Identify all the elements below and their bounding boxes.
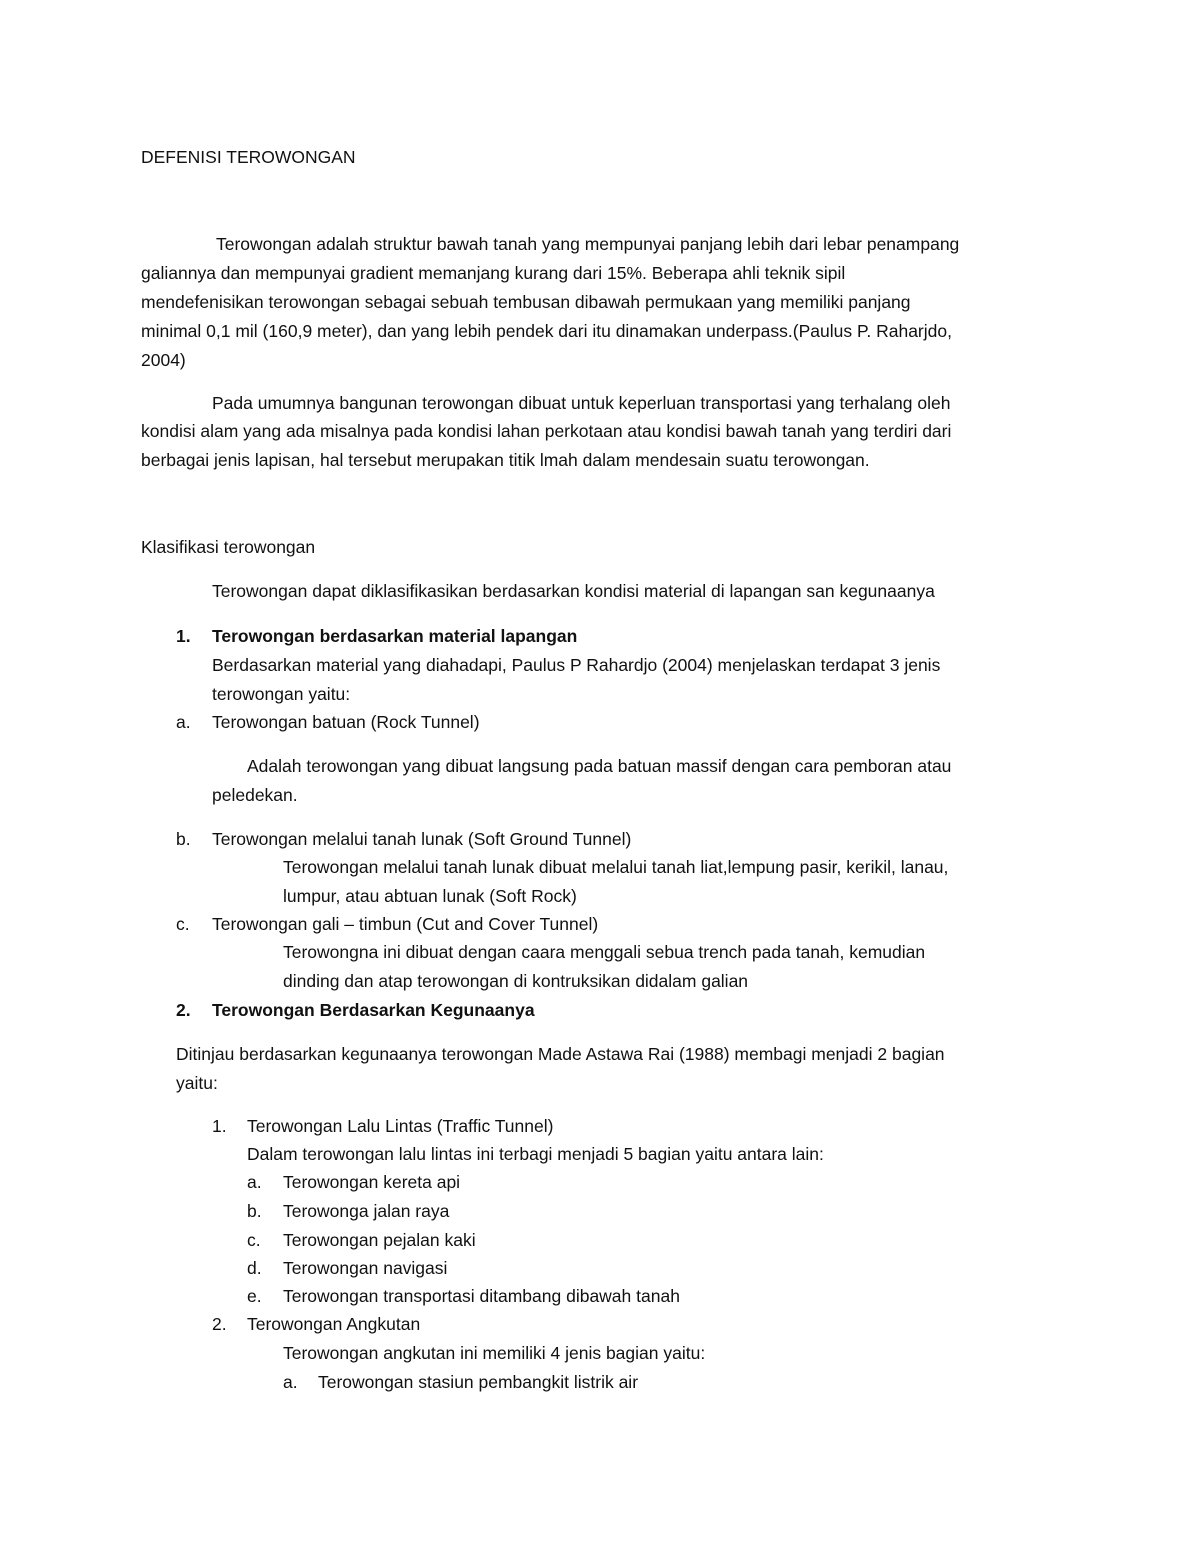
list-marker: b.: [247, 1201, 262, 1221]
paragraph-line: Terowongan adalah struktur bawah tanah yang mempunyai panjang lebih dari lebar penampang: [216, 234, 960, 254]
list-item-text: Adalah terowongan yang dibuat langsung pada batuan massif dengan cara pemboran atau: [247, 756, 952, 776]
list-item-title: Terowongan Angkutan: [247, 1314, 421, 1334]
list-item-text: lumpur, atau abtuan lunak (Soft Rock): [283, 886, 577, 906]
list-marker: 1.: [176, 626, 191, 646]
list-item-title: Terowongan Berdasarkan Kegunaanya: [212, 1000, 535, 1020]
list-item: Terowongan kereta api: [283, 1172, 461, 1192]
paragraph-line: kondisi alam yang ada misalnya pada kondisi lahan perkotaan atau kondisi bawah tanah yang terdiri dari: [141, 421, 952, 441]
list-item-text: Terowongan melalui tanah lunak dibuat melalui tanah liat,lempung pasir, kerikil, lanau,: [283, 857, 949, 877]
paragraph-line: berbagai jenis lapisan, hal tersebut merupakan titik lmah dalam mendesain suatu terowongan.: [141, 450, 870, 470]
list-item: Terowongan pejalan kaki: [283, 1230, 476, 1250]
list-item: Terowongan navigasi: [283, 1258, 448, 1278]
paragraph-line: 2004): [141, 350, 186, 370]
paragraph-line: minimal 0,1 mil (160,9 meter), dan yang lebih pendek dari itu dinamakan underpass.(Paulus P. Raharjdo,: [141, 321, 952, 341]
section-heading: Klasifikasi terowongan: [141, 537, 316, 557]
list-item-text: dinding dan atap terowongan di kontruksikan didalam galian: [283, 971, 749, 991]
list-item: Terowongan stasiun pembangkit listrik air: [318, 1372, 639, 1392]
paragraph-line: Pada umumnya bangunan terowongan dibuat untuk keperluan transportasi yang terhalang oleh: [212, 393, 951, 413]
paragraph-line: galiannya dan mempunyai gradient memanjang kurang dari 15%. Beberapa ahli teknik sipil: [141, 263, 846, 283]
list-marker: c.: [176, 914, 190, 934]
list-marker: e.: [247, 1286, 262, 1306]
list-item-text: Terowongan angkutan ini memiliki 4 jenis bagian yaitu:: [283, 1343, 706, 1363]
list-marker: d.: [247, 1258, 262, 1278]
list-item: Terowongan transportasi ditambang dibawah tanah: [283, 1286, 680, 1306]
list-item: Terowonga jalan raya: [283, 1201, 450, 1221]
list-marker: a.: [247, 1172, 262, 1192]
list-item-title: Terowongan berdasarkan material lapangan: [212, 626, 578, 646]
list-item-title: Terowongan melalui tanah lunak (Soft Ground Tunnel): [212, 829, 632, 849]
list-item-text: Terowongna ini dibuat dengan caara menggali sebua trench pada tanah, kemudian: [283, 942, 926, 962]
list-item-title: Terowongan Lalu Lintas (Traffic Tunnel): [247, 1116, 554, 1136]
list-marker: 2.: [176, 1000, 191, 1020]
section-intro: Terowongan dapat diklasifikasikan berdasarkan kondisi material di lapangan san kegunaanya: [212, 581, 935, 601]
list-marker: a.: [283, 1372, 298, 1392]
list-marker: b.: [176, 829, 191, 849]
paragraph-line: mendefenisikan terowongan sebagai sebuah tembusan dibawah permukaan yang memiliki panjang: [141, 292, 911, 312]
list-item-text: terowongan yaitu:: [212, 684, 351, 704]
list-item-title: Terowongan gali – timbun (Cut and Cover Tunnel): [212, 914, 599, 934]
list-item-text: Berdasarkan material yang diahadapi, Paulus P Rahardjo (2004) menjelaskan terdapat 3 jenis: [212, 655, 941, 675]
list-item-title: Terowongan batuan (Rock Tunnel): [212, 712, 480, 732]
list-item-text: Ditinjau berdasarkan kegunaanya terowongan Made Astawa Rai (1988) membagi menjadi 2 bagian: [176, 1044, 945, 1064]
list-item-text: peledekan.: [212, 785, 298, 805]
list-item-text: Dalam terowongan lalu lintas ini terbagi menjadi 5 bagian yaitu antara lain:: [247, 1144, 824, 1164]
list-marker: 2.: [212, 1314, 227, 1334]
list-item-text: yaitu:: [176, 1073, 218, 1093]
document-title: DEFENISI TEROWONGAN: [141, 147, 356, 167]
list-marker: a.: [176, 712, 191, 732]
list-marker: 1.: [212, 1116, 227, 1136]
list-marker: c.: [247, 1230, 261, 1250]
